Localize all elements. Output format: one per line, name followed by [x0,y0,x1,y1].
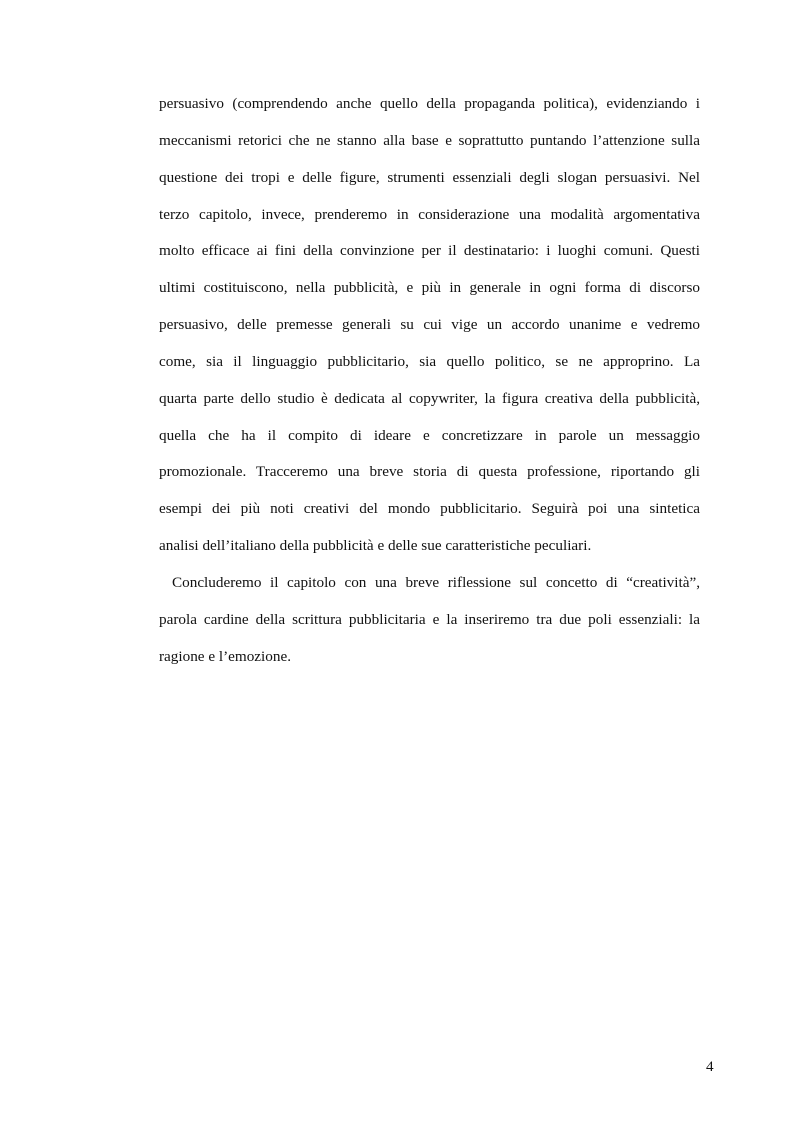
text-line: persuasivo (comprendendo anche quello della propaganda politica), evidenziando i [159,95,700,112]
text-line: esempi dei più noti creativi del mondo pubblicitario. Seguirà poi una sintetica [159,500,700,518]
text-line: promozionale. Tracceremo una breve storia di questa professione, riportando gli [159,463,700,481]
text-line: parola cardine della scrittura pubblicitaria e la inseriremo tra due poli essenziali: la [159,610,700,628]
text-line: ragione e l’emozione. [159,647,291,665]
text-line: questione dei tropi e delle figure, strumenti essenziali degli slogan persuasivi. Nel [159,168,700,186]
paragraph-2 [159,572,700,683]
text-line: quella che ha il compito di ideare e concretizzare in parole un messaggio [159,426,700,444]
text-line: analisi dell’italiano della pubblicità e delle sue caratteristiche peculiari. [159,537,592,555]
text-line: molto efficace ai fini della convinzione per il destinatario: i luoghi comuni. Questi [159,242,700,260]
text-line: Concluderemo il capitolo con una breve riflessione sul concetto di “creatività”, [172,573,700,591]
text-line: ultimi costituiscono, nella pubblicità, e più in generale in ogni forma di discorso [159,279,700,297]
text-line: quarta parte dello studio è dedicata al copywriter, la figura creativa della pubblicità, [159,389,700,407]
text-line: terzo capitolo, invece, prenderemo in considerazione una modalità argomentativa [159,205,700,223]
text-line: persuasivo, delle premesse generali su cui vige un accordo unanime e vedremo [159,316,700,334]
body-text [159,93,700,683]
paragraph-1 [159,93,700,572]
text-line: come, sia il linguaggio pubblicitario, sia quello politico, se ne approprino. La [159,352,700,370]
page-number: 4 [706,1058,714,1075]
text-line: meccanismi retorici che ne stanno alla base e soprattutto puntando l’attenzione sulla [159,131,700,149]
